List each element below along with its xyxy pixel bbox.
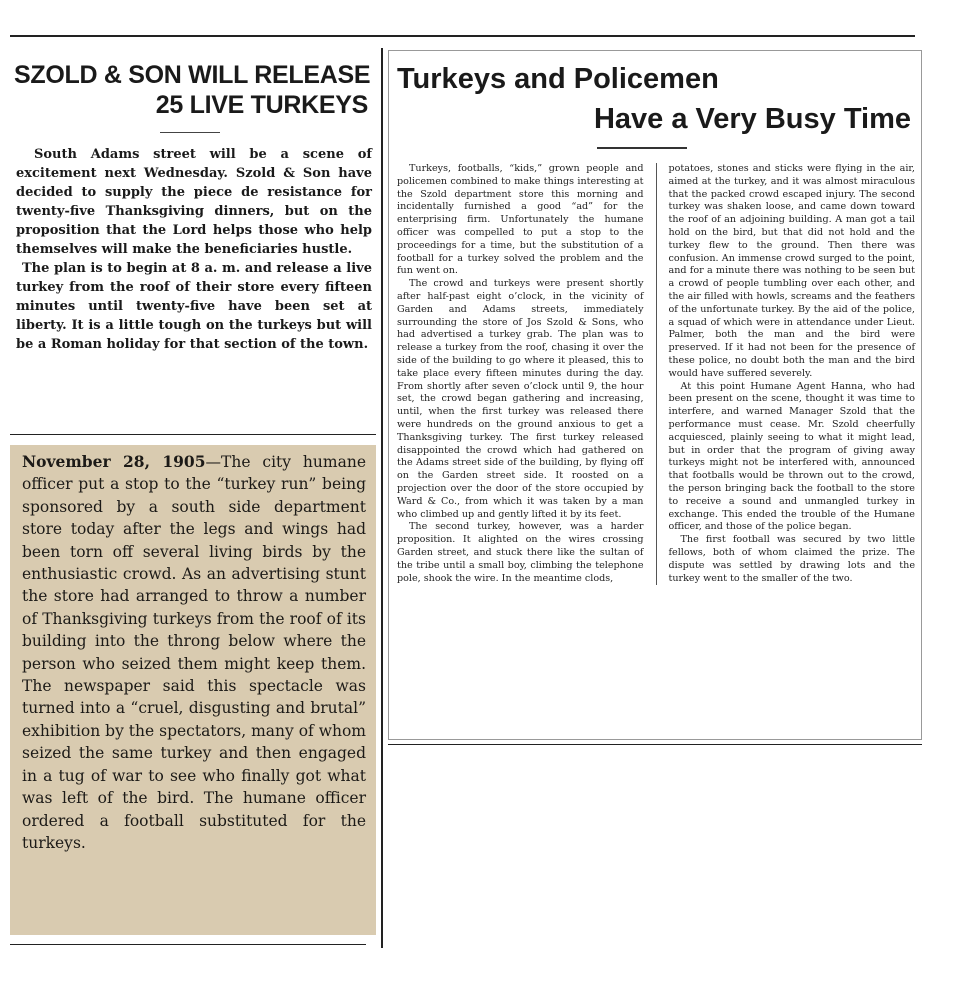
clipping-1-body [16,145,372,354]
clipping-3-bottom-rule [388,744,922,745]
clipping-3-columns [397,163,915,585]
clipping-3-column-1 [397,163,644,585]
column-paragraph: The crowd and turkeys were present shortly after half-past eight o’clock, in the vicinity of Garden and Adams streets, immediately surrounding the store of Jos Szold & Sons, who had advertised a turkey grab. The plan was to release a turkey from the roof, chasing it over the side of the building to go where it pleased, this to take place every fifteen minutes during the day. From shortly after seven o’clock until 9, the hour set, the crowd began gathering and increasing, until, when the first turkey was released there were hundreds on the ground anxious to get a Thanksgiving turkey. The first turkey released disappointed the crowd which had gathered on the Adams street side of the building, by flying off on the Garden street side. It roosted on a projection over the door of the store occupied by Ward & Co., from which it was taken by a man who climbed up and gently lifted it by its feet. [397,278,644,520]
clipping-turkeys-and-policemen [388,50,922,740]
column-paragraph: The second turkey, however, was a harder proposition. It alighted on the wires crossing Garden street, and stuck there like the sultan of the tribe until a small boy, climbing the telephone pole, shook the wire. In the meantime clods, [397,521,644,584]
clipping-2-body: —The city humane officer put a stop to the “turkey run” being sponsored by a south side department store today after the legs and wings had been torn off several living birds by the enthusiastic crowd. As an advertising stunt the store had arranged to throw a number of Thanksgiving turkeys from the roof of its building into the throng below where the person who seized them might keep them. The newspaper said this spectacle was turned into a “cruel, disgusting and brutal” exhibition by the spectators, many of whom seized the same turkey and then engaged in a tug of war to see who finally got what was left of the bird. The humane officer ordered a football substituted for the turkeys. [22,453,366,852]
column-paragraph: Turkeys, footballs, “kids,” grown people and policemen combined to make things interesting at the Szold department store this morning and incidentally furnished a good “ad” for the enterprising firm. Unfortunately the humane officer was compelled to put a stop to the proceedings for a time, but the substitution of a football for a turkey solved the problem and the fun went on. [397,163,644,277]
column-paragraph: The first football was secured by two little fellows, both of whom claimed the prize. The dispute was settled by drawing lots and the turkey went to the smaller of the two. [668,534,915,584]
clipping-1-headline-rule [160,132,220,133]
clipping-2-bottom-rule [10,944,366,945]
clipping-szold-announcement [10,60,376,430]
top-rule [10,35,915,37]
clipping-2-text [22,451,366,854]
clipping-1-headline-line-1: SZOLD & SON WILL RELEASE [14,61,371,89]
clipping-2-date: November 28, 1905 [22,452,206,471]
column-paragraph: potatoes, stones and sticks were flying in the air, aimed at the turkey, and it was almost miraculous that the packed crowd escaped injury. The second turkey was shaken loose, and came down toward the roof of an adjoining building. A man got a tail hold on the bird, but that did not hold and the turkey flew to the ground. Then there was confusion. An immense crowd surged to the point, and for a minute there was nothing to be seen but a crowd of people tumbling over each other, and the air filled with howls, screams and the feathers of the unfortunate turkey. By the aid of the police, a squad of which were in attendance under Lieut. Palmer, both the man and the bird were preserved. If it had not been for the presence of these police, no doubt both the man and the bird would have suffered severely. [668,163,915,379]
column-paragraph: At this point Humane Agent Hanna, who had been present on the scene, thought it was time to interfere, and warned Manager Szold that the performance must cease. Mr. Szold cheerfully acquiesced, plainly seeing to what it might lead, but in order that the program of giving away turkeys might not be interfered with, announced that footballs would be thrown out to the crowd, the person bringing back the football to the store to receive a sound and unmangled turkey in exchange. This ended the trouble of the Humane officer, and those of the police began. [668,380,915,533]
clipping-3-column-2 [669,163,916,585]
clipping-november-1905 [10,445,376,935]
clipping-1-bottom-rule [10,434,376,435]
clipping-3-headline-line-1: Turkeys and Policemen [397,63,719,95]
clipping-3-headline-rule [597,147,687,149]
left-divider [381,48,383,948]
clipping-1-headline-line-2: 25 LIVE TURKEYS [155,91,368,119]
clipping-1-paragraph: The plan is to begin at 8 a. m. and release a live turkey from the roof of their store every fifteen minutes until twenty-five have been set at liberty. It is a little tough on the turkeys but will be a Roman holiday for that section of the town. [16,261,372,352]
clipping-3-headline-line-2: Have a Very Busy Time [593,103,911,135]
column-divider [656,163,657,585]
clipping-1-paragraph: South Adams street will be a scene of excitement next Wednesday. Szold & Son have decided to supply the piece de resistance for twenty-five Thanksgiving dinners, but on the proposition that the Lord helps those who help themselves will make the beneficiaries hustle. [16,147,372,257]
